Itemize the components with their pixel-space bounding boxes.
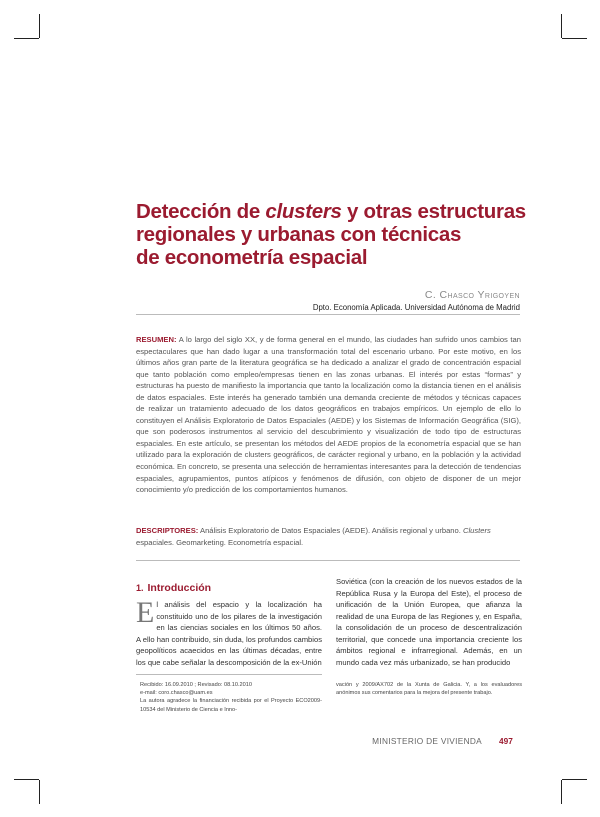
crop-mark-bottom-left-horizontal bbox=[14, 779, 39, 780]
crop-mark-top-left-horizontal bbox=[14, 38, 39, 39]
descriptors-label: DESCRIPTORES: bbox=[136, 526, 199, 535]
section-heading bbox=[136, 582, 211, 594]
author-affiliation: Dpto. Economía Aplicada. Universidad Autónoma de Madrid bbox=[312, 303, 520, 312]
footnote-email: e-mail: coro.chasco@uam.es bbox=[140, 690, 213, 697]
abstract-label: RESUMEN: bbox=[136, 335, 177, 344]
drop-cap: E bbox=[136, 596, 155, 629]
body-column-2: Soviética (con la creación de los nuevos estados de la República Rusa y la Europa del Este), el proceso de unificación de la Unión Europea, que afianza la realidad de una Europa de las Regiones y, en España, la consolidación de un proceso de descentralización territorial, que concede una importancia creciente los ámbitos regional e infrarregional. Además, en un mundo cada vez más urbanizado, se han producido bbox=[336, 577, 522, 667]
footnote-divider bbox=[136, 674, 322, 675]
footer-publisher: MINISTERIO DE VIVIENDA bbox=[372, 736, 482, 746]
crop-mark-bottom-right-vertical bbox=[561, 780, 562, 804]
crop-mark-bottom-right-horizontal bbox=[562, 779, 587, 780]
footnote-funding-cont: vación y 2009/AX702 de la Xunta de Galicia. Y, a los evaluadores anónimos sus comentarios para la mejora del presente trabajo. bbox=[336, 682, 522, 697]
abstract-divider bbox=[136, 560, 520, 561]
descriptors: DESCRIPTORES: Análisis Exploratorio de Datos Espaciales (AEDE). Análisis regional y urbano. Clusters espaciales. Geomarketing. Econometría espacial. bbox=[136, 526, 491, 547]
page-number: 497 bbox=[499, 736, 513, 746]
section-number: 1. bbox=[136, 583, 144, 593]
crop-mark-bottom-left-vertical bbox=[39, 780, 40, 804]
header-divider bbox=[136, 314, 520, 315]
section-title: Introducción bbox=[147, 582, 212, 594]
body-column-1 bbox=[136, 596, 322, 668]
body-column-1-text: l análisis del espacio y la localización ha constituido uno de los pilares de la investigación en las ciencias sociales en los últimos 50 años. A ello han contribuido, sin duda, los profundos cambios geopolíticos acaecidos en las últimas décadas, entre los que cabe señalar la descomposición de la ex-Unión bbox=[136, 600, 322, 667]
title-line-1: Detección de clusters y otras estructuras bbox=[136, 200, 526, 223]
footnote-column-1 bbox=[140, 681, 322, 714]
title-line-3: de econometría espacial bbox=[136, 246, 368, 269]
title-line-2: regionales y urbanas con técnicas bbox=[136, 223, 462, 246]
author-name: C. Chasco Yrigoyen bbox=[424, 289, 520, 301]
descriptors-italic: Clusters bbox=[462, 526, 491, 535]
abstract-text: A lo largo del siglo XX, y de forma general en el mundo, las ciudades han sufrido unos cambios tan espectaculares que han dado lugar a una transformación total del escenario urbano. Por este motivo, en los últimos años gran parte de la literatura geográfica se ha dedicado a analizar el grado de concentración espacial que tanto población como empleo/empresas tienen en las zonas urbanas. El interés por estas “formas” y estructuras ha puesto de manifiesto la importancia que tanto la localización como la distancia tienen en el análisis de datos espaciales. Este interés ha generado también una demanda creciente de métodos y técnicas capaces de realizar un tratamiento adecuado de los datos geográficos en trabajos empíricos. Un ejemplo de ello lo constituyen el Análisis Exploratorio de Datos Espaciales (AEDE) y los Sistemas de Información Geográfica (SIG), que son poderosos instrumentos al servicio del descubrimiento y visualización de todo tipo de estructuras espaciales. En este artículo, se presentan los métodos del AEDE propios de la econometría espacial que se han utilizado para la exploración de clusters geográficos, de carácter regional y urbano, en la población y la actividad económica. En concreto, se presenta una selección de herramientas interesantes para la detección de tendencias espaciales, agrupamientos, puntos atípicos y fenómenos de difusión, con objeto de disponer de un mejor conocimiento y/o predicción de los comportamientos humanos. bbox=[136, 335, 521, 495]
footnote-dates: Recibido: 16.09.2010 ; Revisado: 08.10.2010 bbox=[140, 682, 252, 688]
article-title bbox=[136, 200, 536, 269]
footnote-funding: La autora agradece la financiación recibida por el Proyecto ECO2009-10534 del Ministerio de Ciencia e Inno- bbox=[140, 698, 322, 713]
footnote-column-2 bbox=[336, 681, 522, 697]
crop-mark-top-right-horizontal bbox=[562, 38, 587, 39]
crop-mark-top-right-vertical bbox=[561, 14, 562, 38]
abstract bbox=[136, 334, 521, 496]
title-italic-word: clusters bbox=[265, 200, 342, 223]
crop-mark-top-left-vertical bbox=[39, 14, 40, 38]
